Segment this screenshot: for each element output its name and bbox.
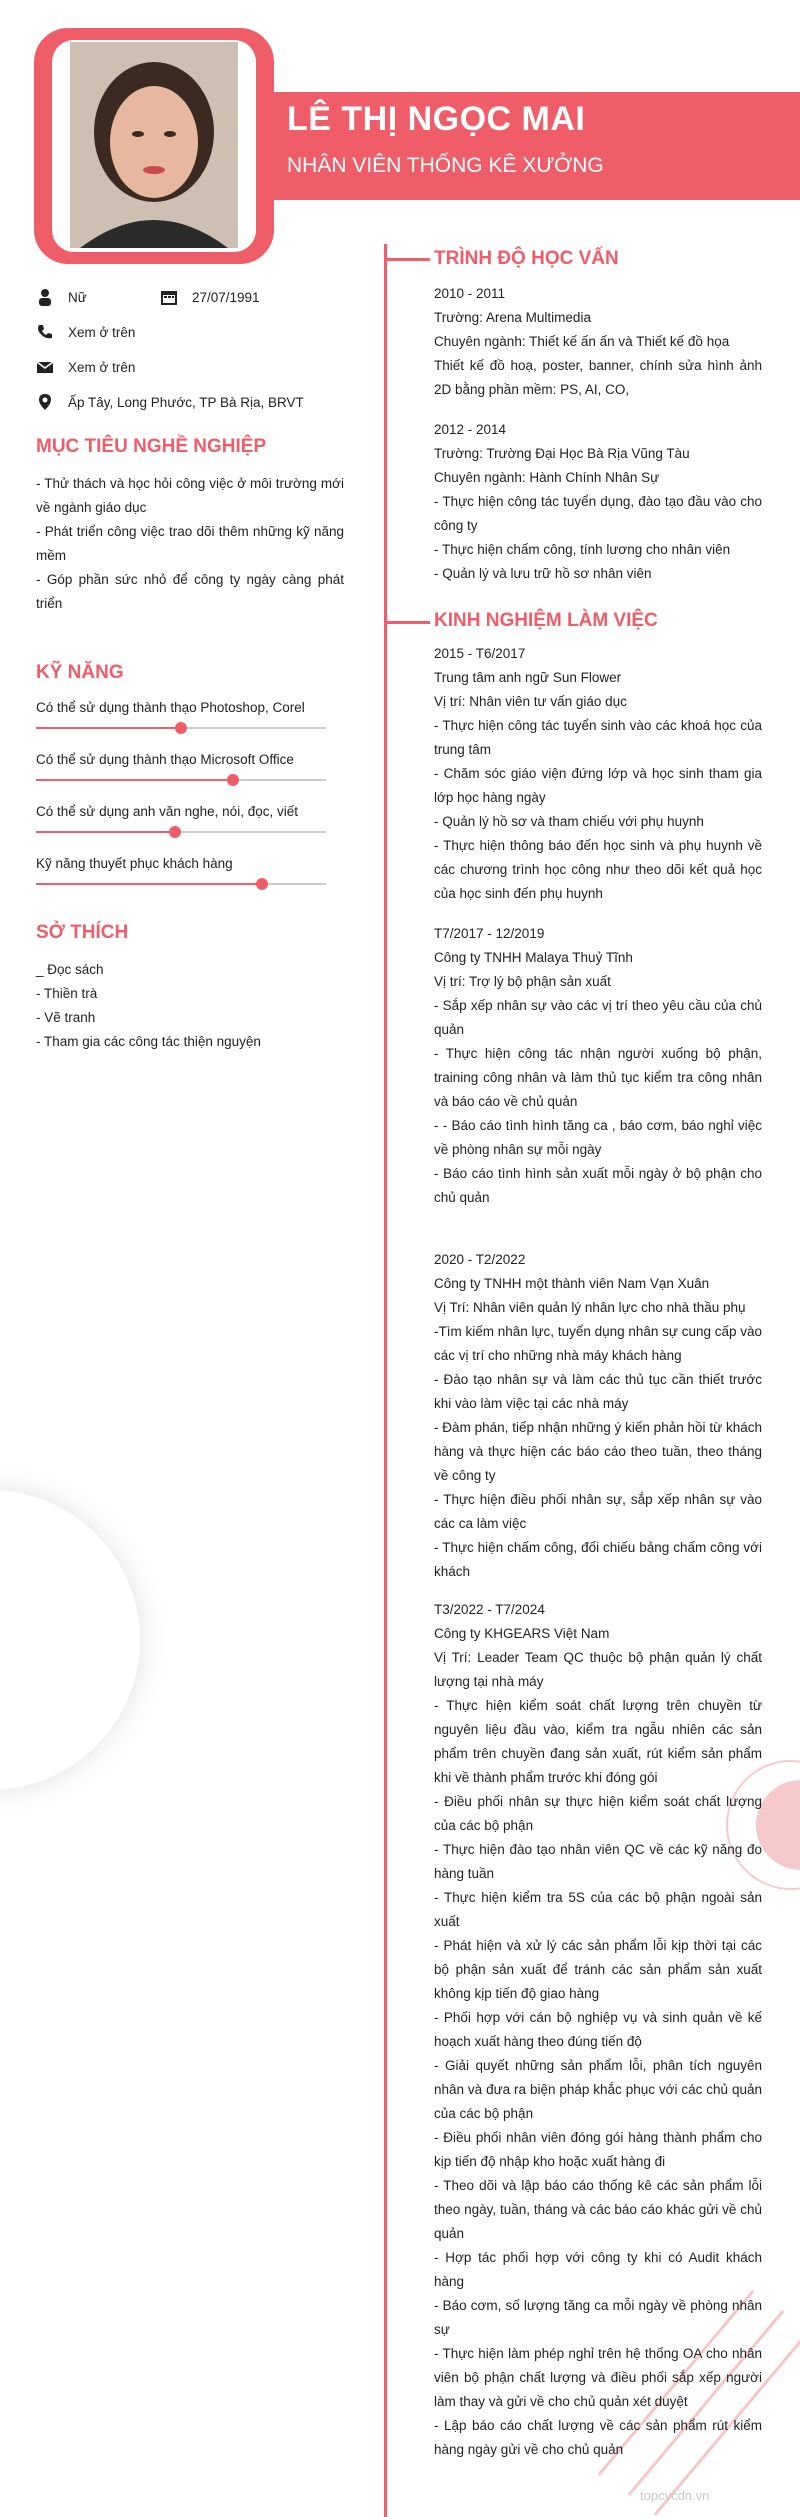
location-pin-icon bbox=[36, 393, 54, 411]
experience-line: - Quản lý hồ sơ và tham chiếu với phụ huynh bbox=[434, 814, 704, 829]
hobby-item: - Thiền trà bbox=[36, 986, 98, 1001]
address-row bbox=[36, 393, 304, 411]
experience-line: Công ty TNHH một thành viên Nam Vạn Xuân bbox=[434, 1276, 710, 1291]
education-line: - Quản lý và lưu trữ hồ sơ nhân viên bbox=[434, 566, 652, 581]
experience-line: - Thực hiện thông báo đến học sinh và phụ huynh về các chương trình học công như theo dõi kết quả học của học sinh đến phụ huynh bbox=[434, 838, 762, 901]
experience-line: Vị trí: Trợ lý bộ phận sản xuất bbox=[434, 974, 611, 989]
education-line: - Thực hiện công tác tuyển dụng, đào tạo đầu vào cho công ty bbox=[434, 494, 762, 533]
experience-line: - Thực hiện chấm công, đối chiếu bảng chấm công với khách bbox=[434, 1540, 762, 1579]
experience-period: T7/2017 - 12/2019 bbox=[434, 926, 545, 941]
birthdate-row bbox=[160, 288, 260, 306]
experience-line: Vị Trí: Leader Team QC thuộc bộ phận quản lý chất lượng tại nhà máy bbox=[434, 1650, 762, 1689]
hobbies-list bbox=[36, 958, 344, 1054]
skills-title: KỸ NĂNG bbox=[36, 662, 124, 683]
experience-line: - Phát hiện và xử lý các sản phẩm lỗi kịp thời tại các bộ phận sản xuất để tránh các sản phẩm sản xuất không kịp tiến độ giao hàng bbox=[434, 1938, 762, 2001]
objective-title: MỤC TIÊU NGHỀ NGHIỆP bbox=[36, 436, 267, 457]
experience-line: Công ty TNHH Malaya Thuỷ Tĩnh bbox=[434, 950, 633, 965]
objective-item: - Phát triển công việc trao dõi thêm những kỹ năng mềm bbox=[36, 524, 344, 563]
experience-line: - Chăm sóc giáo viện đứng lớp và học sinh tham gia lớp học hàng ngày bbox=[434, 766, 762, 805]
skill-label: Kỹ năng thuyết phục khách hàng bbox=[36, 856, 233, 871]
education-period: 2012 - 2014 bbox=[434, 422, 507, 437]
hobbies-title: SỞ THÍCH bbox=[36, 922, 129, 943]
experience-line: - Điều phối nhân sự thực hiện kiểm soát chất lượng của các bộ phận bbox=[434, 1794, 762, 1833]
education-line: Chuyên ngành: Thiết kế ấn ấn và Thiết kế đồ họa bbox=[434, 334, 730, 349]
objective-item: - Góp phần sức nhỏ để công ty ngày càng phát triển bbox=[36, 572, 344, 611]
timeline-line bbox=[384, 244, 387, 2517]
education-title: TRÌNH ĐỘ HỌC VẤN bbox=[434, 248, 619, 269]
skill-bar bbox=[36, 883, 326, 885]
candidate-name: LÊ THỊ NGỌC MAI bbox=[287, 100, 586, 138]
education-line: Trường: Trường Đại Học Bà Rịa Vũng Tàu bbox=[434, 446, 690, 461]
experience-line: - Lập báo cáo chất lượng về các sản phẩm rút kiểm hàng ngày gửi về cho chủ quản bbox=[434, 2418, 762, 2457]
person-icon bbox=[36, 288, 54, 306]
education-line: Trường: Arena Multimedia bbox=[434, 310, 591, 325]
skill-level-knob bbox=[256, 878, 268, 890]
experience-line: - Sắp xếp nhân sự vào các vị trí theo yêu cầu của chủ quản bbox=[434, 998, 762, 1037]
hobby-item: - Vẽ tranh bbox=[36, 1010, 96, 1025]
experience-line: Công ty KHGEARS Việt Nam bbox=[434, 1626, 610, 1641]
education-period: 2010 - 2011 bbox=[434, 286, 506, 301]
mail-icon bbox=[36, 358, 54, 376]
experience-line: - Thực hiện làm phép nghỉ trên hệ thống OA cho nhân viên bộ phận chất lượng và điều phối sắp xếp người làm thay và gửi về cho chủ quản xét duyệt bbox=[434, 2346, 762, 2409]
experience-line: - Thực hiện đào tạo nhân viên QC về các kỹ năng đo hàng tuần bbox=[434, 1842, 762, 1881]
skill-level-knob bbox=[227, 774, 239, 786]
watermark: topcvcdn.vn bbox=[640, 2488, 710, 2503]
calendar-icon bbox=[160, 288, 178, 306]
birthdate-value: 27/07/1991 bbox=[192, 289, 260, 305]
experience-block-1 bbox=[434, 642, 762, 906]
experience-line: Vị Trí: Nhân viên quản lý nhân lực cho nhà thầu phụ bbox=[434, 1300, 746, 1315]
experience-block-2 bbox=[434, 922, 762, 1210]
experience-line: - Thực hiện kiểm tra 5S của các bộ phận ngoài sản xuất bbox=[434, 1890, 762, 1929]
experience-line: - - Báo cáo tình hình tăng ca , báo cơm, báo nghỉ việc về phòng nhân sự mỗi ngày bbox=[434, 1118, 762, 1157]
experience-line: - Báo cáo tình hình sản xuất mỗi ngày ở bộ phận cho chủ quản bbox=[434, 1166, 762, 1205]
skill-bar-fill bbox=[36, 779, 233, 781]
education-line: - Thực hiện chấm công, tính lương cho nhân viên bbox=[434, 542, 731, 557]
skill-label: Có thể sử dụng thành thạo Photoshop, Corel bbox=[36, 700, 305, 715]
education-block-1 bbox=[434, 282, 762, 402]
skill-bar-fill bbox=[36, 727, 181, 729]
skill-level-knob bbox=[175, 722, 187, 734]
skill-bar bbox=[36, 727, 326, 729]
phone-icon bbox=[36, 323, 54, 341]
skill-bar bbox=[36, 779, 326, 781]
experience-line: - Thực hiện điều phối nhân sự, sắp xếp nhân sự vào các ca làm việc bbox=[434, 1492, 762, 1531]
skill-bar-fill bbox=[36, 831, 175, 833]
experience-line: - Hợp tác phối hợp với công ty khi có Audit khách hàng bbox=[434, 2250, 762, 2289]
skill-level-knob bbox=[169, 826, 181, 838]
phone-row bbox=[36, 323, 135, 341]
experience-block-3 bbox=[434, 1248, 762, 1584]
experience-line: - Đào tạo nhân sự và làm các thủ tục cần thiết trước khi vào làm việc tại các nhà máy bbox=[434, 1372, 762, 1411]
experience-line: - Giải quyết những sản phẩm lỗi, phân tích nguyên nhân và đưa ra biện pháp khắc phục với các chủ quản của các bộ phận bbox=[434, 2058, 762, 2121]
skill-bar-fill bbox=[36, 883, 262, 885]
gender-row bbox=[36, 288, 87, 306]
experience-line: -Tìm kiếm nhân lực, tuyển dụng nhân sự cung cấp vào các vị trí cho những nhà máy khách hàng bbox=[434, 1324, 763, 1363]
experience-line: - Điều phối nhân viên đóng gói hàng thành phẩm cho kịp tiến độ nhập kho hoặc xuất hàng đi bbox=[434, 2130, 762, 2169]
address-value: Ấp Tây, Long Phước, TP Bà Rịa, BRVT bbox=[68, 394, 304, 410]
experience-line: - Báo cơm, số lượng tăng ca mỗi ngày về phòng nhân sự bbox=[434, 2298, 762, 2337]
experience-line: - Thực hiện công tác nhận người xuống bộ phận, training công nhân và làm thủ tục kiểm tra công nhân và báo cáo về chủ quản bbox=[434, 1046, 762, 1109]
experience-line: - Phối hợp với cán bộ nghiệp vụ và sinh quản về kế hoạch xuất hàng theo đúng tiến độ bbox=[434, 2010, 762, 2049]
objective-list bbox=[36, 472, 344, 616]
education-line: Thiết kế đồ hoạ, poster, banner, chính sửa hình ảnh 2D bằng phần mềm: PS, AI, CO, bbox=[434, 358, 762, 397]
skill-label: Có thể sử dụng anh văn nghe, nói, đọc, viết bbox=[36, 804, 298, 819]
experience-line: - Thực hiện công tác tuyển sinh vào các khoá học của trung tâm bbox=[434, 718, 762, 757]
experience-period: 2015 - T6/2017 bbox=[434, 646, 526, 661]
decorative-circle bbox=[0, 1490, 140, 1790]
experience-period: T3/2022 - T7/2024 bbox=[434, 1602, 545, 1617]
experience-line: - Đàm phán, tiếp nhận những ý kiến phản hồi từ khách hàng và thực hiện các báo cáo theo tuần, theo tháng về công ty bbox=[434, 1420, 762, 1483]
gender-value: Nữ bbox=[68, 289, 87, 305]
experience-period: 2020 - T2/2022 bbox=[434, 1252, 526, 1267]
experience-line: Vị trí: Nhân viên tư vấn giáo dục bbox=[434, 694, 627, 709]
education-block-2 bbox=[434, 418, 762, 586]
education-line: Chuyên ngành: Hành Chính Nhân Sự bbox=[434, 470, 660, 485]
experience-line: - Thực hiện kiểm soát chất lượng trên chuyền từ nguyên liệu đầu vào, kiểm tra ngẫu nhiên các sản phẩm trên chuyền đang sản xuất, rút kiểm sản phẩm khi về thành phẩm trước khi đóng gói bbox=[434, 1698, 762, 1785]
email-row bbox=[36, 358, 135, 376]
hobby-item: - Tham gia các công tác thiện nguyện bbox=[36, 1034, 261, 1049]
objective-item: - Thử thách và học hỏi công việc ở môi trường mới về ngành giáo dục bbox=[36, 476, 344, 515]
experience-line: - Theo dõi và lập báo cáo thống kê các sản phẩm lỗi theo ngày, tuần, tháng và các báo cáo khác gửi về chủ quản bbox=[434, 2178, 762, 2241]
experience-line: Trung tâm anh ngữ Sun Flower bbox=[434, 670, 622, 685]
skill-bar bbox=[36, 831, 326, 833]
profile-photo bbox=[70, 42, 238, 248]
skill-label: Có thể sử dụng thành thạo Microsoft Office bbox=[36, 752, 294, 767]
experience-title: KINH NGHIỆM LÀM VIỆC bbox=[434, 610, 658, 631]
email-value: Xem ở trên bbox=[68, 359, 136, 375]
candidate-role: NHÂN VIÊN THỐNG KÊ XƯỞNG bbox=[287, 154, 604, 177]
phone-value: Xem ở trên bbox=[68, 324, 136, 340]
experience-block-4 bbox=[434, 1598, 762, 2462]
hobby-item: _ Đọc sách bbox=[36, 962, 104, 977]
